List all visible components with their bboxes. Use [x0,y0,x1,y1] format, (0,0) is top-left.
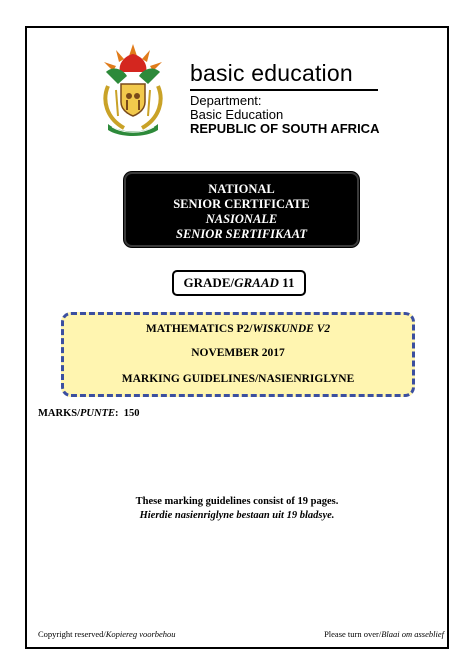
marks-label-en: MARKS/ [38,408,80,419]
grade-label-af: GRAAD [234,275,279,290]
exam-date: NOVEMBER 2017 [191,347,285,359]
pages-info [0,495,474,523]
subject-title [64,323,412,335]
country-name: REPUBLIC OF SOUTH AFRICA [190,121,380,136]
certificate-line-2: SENIOR CERTIFICATE [173,197,310,211]
document-type-en: MARKING GUIDELINES/ [121,373,259,385]
grade-label-en: GRADE/ [183,275,235,290]
grade-number: 11 [278,275,295,290]
department-label: Department: [190,93,262,108]
pages-info-en: These marking guidelines consist of 19 pages. [135,496,339,507]
subject-box [61,312,415,397]
brand-title: basic education [190,60,353,86]
footer-turn-over [324,629,444,639]
certificate-line-4: SENIOR SERTIFIKAAT [176,227,307,241]
footer-turn-over-en: Please turn over/ [324,629,382,639]
marks-value: 150 [123,408,140,419]
document-type [64,373,412,385]
department-name: Basic Education [190,107,284,122]
document-type-af: NASIENRIGLYNE [258,373,355,385]
subject-title-af: WISKUNDE V2 [252,323,331,335]
certificate-line-1: NATIONAL [208,182,275,196]
certificate-box [124,172,359,247]
pages-info-af: Hierdie nasienriglyne bestaan uit 19 bladsye. [139,510,335,521]
grade-box [172,270,306,296]
marks-label-af: PUNTE [80,408,115,419]
marks-separator: : [115,408,119,419]
subject-title-en: MATHEMATICS P2/ [145,323,253,335]
footer-copyright-af: Kopiereg voorbehou [105,629,176,639]
brand-divider [190,89,378,91]
footer-copyright-en: Copyright reserved/ [38,629,106,639]
footer-copyright [38,629,176,639]
marks-line [38,408,140,419]
certificate-line-3: NASIONALE [205,212,278,226]
coat-of-arms-icon [94,42,172,138]
footer-turn-over-af: Blaai om asseblief [381,629,444,639]
